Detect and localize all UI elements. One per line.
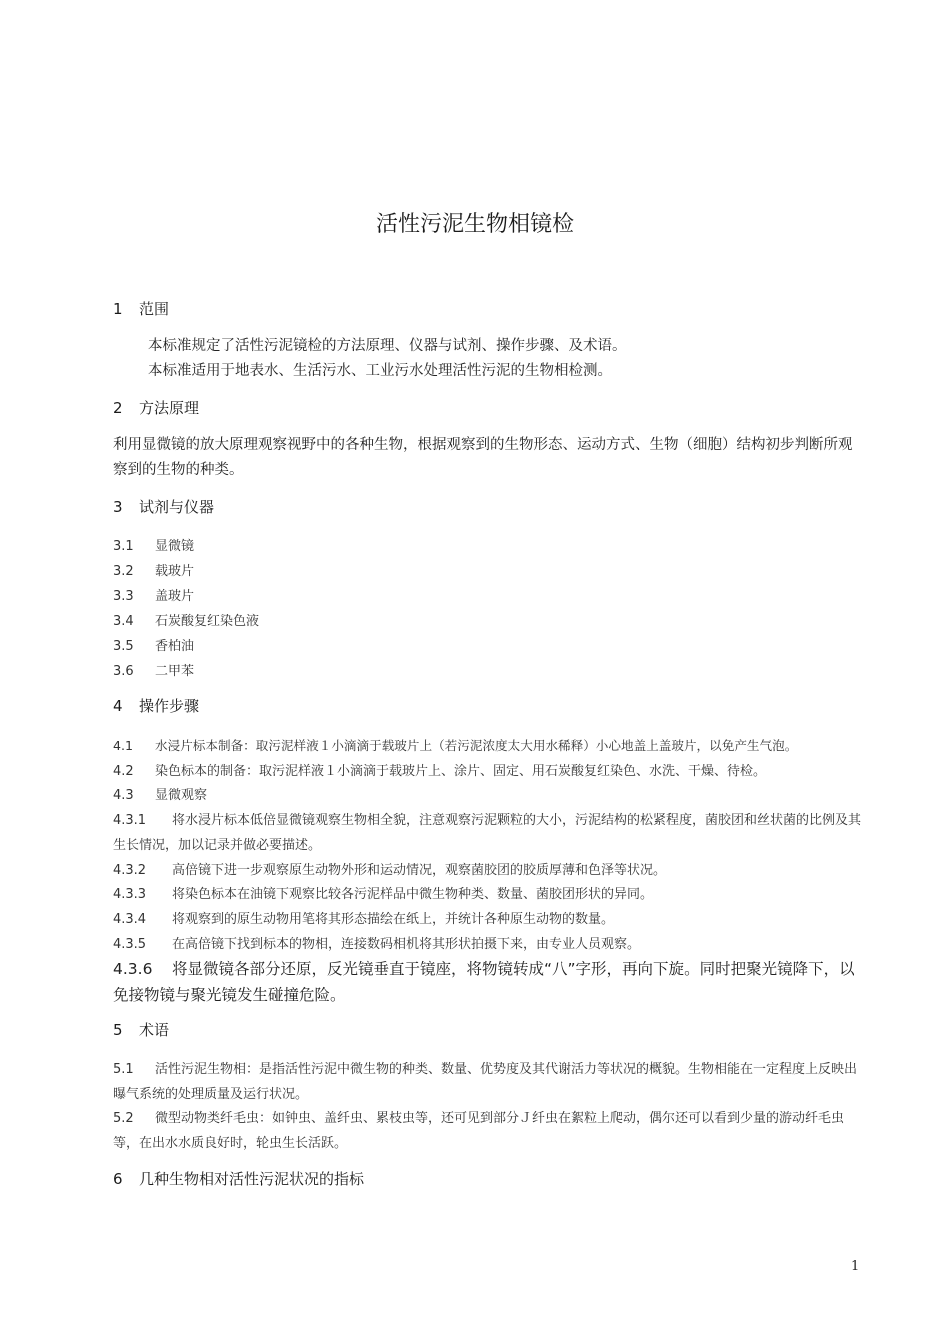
item-number: 4.1 (113, 738, 134, 753)
term-5-1 (113, 1057, 861, 1107)
step-4-3-3 (113, 883, 653, 902)
term-5-2 (113, 1106, 861, 1156)
section-5-heading (113, 1019, 169, 1040)
item-number: 3.3 (113, 589, 134, 604)
item-text: 高倍镜下进一步观察原生动物外形和运动情况，观察菌胶团的胶质厚薄和色泽等状况。 (172, 863, 667, 878)
list-item (113, 560, 194, 579)
list-item (113, 610, 259, 629)
section-2-heading (113, 397, 199, 418)
item-text: 显微观察 (155, 788, 208, 803)
item-text: 石炭酸复红染色液 (155, 614, 260, 629)
item-number: 4.3.3 (113, 887, 147, 902)
item-text: 香柏油 (155, 639, 195, 654)
step-4-3-5 (113, 933, 640, 952)
item-number: 3.6 (113, 664, 134, 679)
section-title: 几种生物相对活性污泥状况的指标 (139, 1170, 365, 1188)
item-text: 将显微镜各部分还原，反光镜垂直于镜座，将物镜转成“八”字形，再向下旋。同时把聚光镜降下，以免接物镜与聚光镜发生碰撞危险。 (113, 960, 855, 1004)
item-text: 水浸片标本制备：取污泥样液１小滴滴于载玻片上（若污泥浓度太大用水稀释）小心地盖上盖玻片，以免产生气泡。 (155, 738, 798, 753)
section-3-heading (113, 496, 214, 517)
item-number: 3.4 (113, 614, 134, 629)
item-text: 盖玻片 (155, 589, 195, 604)
scope-paragraph-1: 本标准规定了活性污泥镜检的方法原理、仪器与试剂、操作步骤、及术语。 (148, 338, 627, 354)
scope-paragraph-2: 本标准适用于地表水、生活污水、工业污水处理活性污泥的生物相检测。 (148, 363, 612, 379)
item-number: 4.3.6 (113, 960, 153, 978)
page-number: 1 (851, 1259, 860, 1274)
item-text: 载玻片 (155, 564, 195, 579)
step-4-3-1 (113, 808, 861, 858)
item-number: 4.3.5 (113, 937, 147, 952)
section-number: 5 (113, 1021, 123, 1039)
item-number: 5.1 (113, 1062, 134, 1077)
item-number: 4.3.2 (113, 863, 147, 878)
principle-paragraph: 利用显微镜的放大原理观察视野中的各种生物，根据观察到的生物形态、运动方式、生物（细胞）结构初步判断所观察到的生物的种类。 (113, 437, 853, 478)
item-number: 4.2 (113, 764, 134, 779)
section-number: 3 (113, 498, 123, 516)
step-4-1 (113, 735, 797, 754)
step-4-3-2 (113, 859, 666, 878)
section-4-heading (113, 695, 199, 716)
step-4-3-6 (113, 956, 861, 1008)
item-text: 微型动物类纤毛虫：如钟虫、盖纤虫、累枝虫等，还可见到部分Ｊ纤虫在絮粒上爬动，偶尔还可以看到少量的游动纤毛虫等，在出水水质良好时，轮虫生长活跃。 (113, 1111, 845, 1151)
section-title: 操作步骤 (139, 697, 200, 715)
item-text: 显微镜 (155, 539, 195, 554)
item-number: 3.2 (113, 564, 134, 579)
item-text: 将观察到的原生动物用笔将其形态描绘在纸上，并统计各种原生动物的数量。 (172, 912, 615, 927)
item-text: 活性污泥生物相：是指活性污泥中微生物的种类、数量、优势度及其代谢活力等状况的概貌。生物相能在一定程度上反映出曝气系统的处理质量及运行状况。 (113, 1062, 858, 1102)
section-number: 4 (113, 697, 123, 715)
item-text: 将水浸片标本低倍显微镜观察生物相全貌，注意观察污泥颗粒的大小，污泥结构的松紧程度，菌胶团和丝状菌的比例及其生长情况，加以记录并做必要描述。 (113, 813, 862, 853)
item-text: 二甲苯 (155, 664, 195, 679)
item-number: 4.3.1 (113, 813, 147, 828)
page-title: 活性污泥生物相镜检 (375, 212, 574, 237)
item-number: 5.2 (113, 1111, 134, 1126)
list-item (113, 660, 194, 679)
item-number: 3.1 (113, 539, 134, 554)
section-6-heading (113, 1168, 364, 1189)
item-number: 4.3.4 (113, 912, 147, 927)
list-item (113, 635, 194, 654)
list-item (113, 585, 194, 604)
section-title: 方法原理 (139, 399, 200, 417)
section-number: 6 (113, 1170, 123, 1188)
item-number: 4.3 (113, 788, 134, 803)
step-4-3 (113, 784, 207, 803)
section-title: 范围 (139, 300, 170, 318)
item-number: 3.5 (113, 639, 134, 654)
item-text: 在高倍镜下找到标本的物相，连接数码相机将其形状拍摄下来，由专业人员观察。 (172, 937, 641, 952)
step-4-2 (113, 760, 766, 779)
section-title: 试剂与仪器 (139, 498, 215, 516)
item-text: 染色标本的制备：取污泥样液１小滴滴于载玻片上、涂片、固定、用石炭酸复红染色、水洗、干燥、待检。 (155, 764, 767, 779)
section-number: 2 (113, 399, 123, 417)
list-item (113, 535, 194, 554)
section-1-heading (113, 298, 169, 319)
section-title: 术语 (139, 1021, 170, 1039)
item-text: 将染色标本在油镜下观察比较各污泥样品中微生物种类、数量、菌胶团形状的异同。 (172, 887, 654, 902)
section-number: 1 (113, 300, 123, 318)
step-4-3-4 (113, 908, 614, 927)
